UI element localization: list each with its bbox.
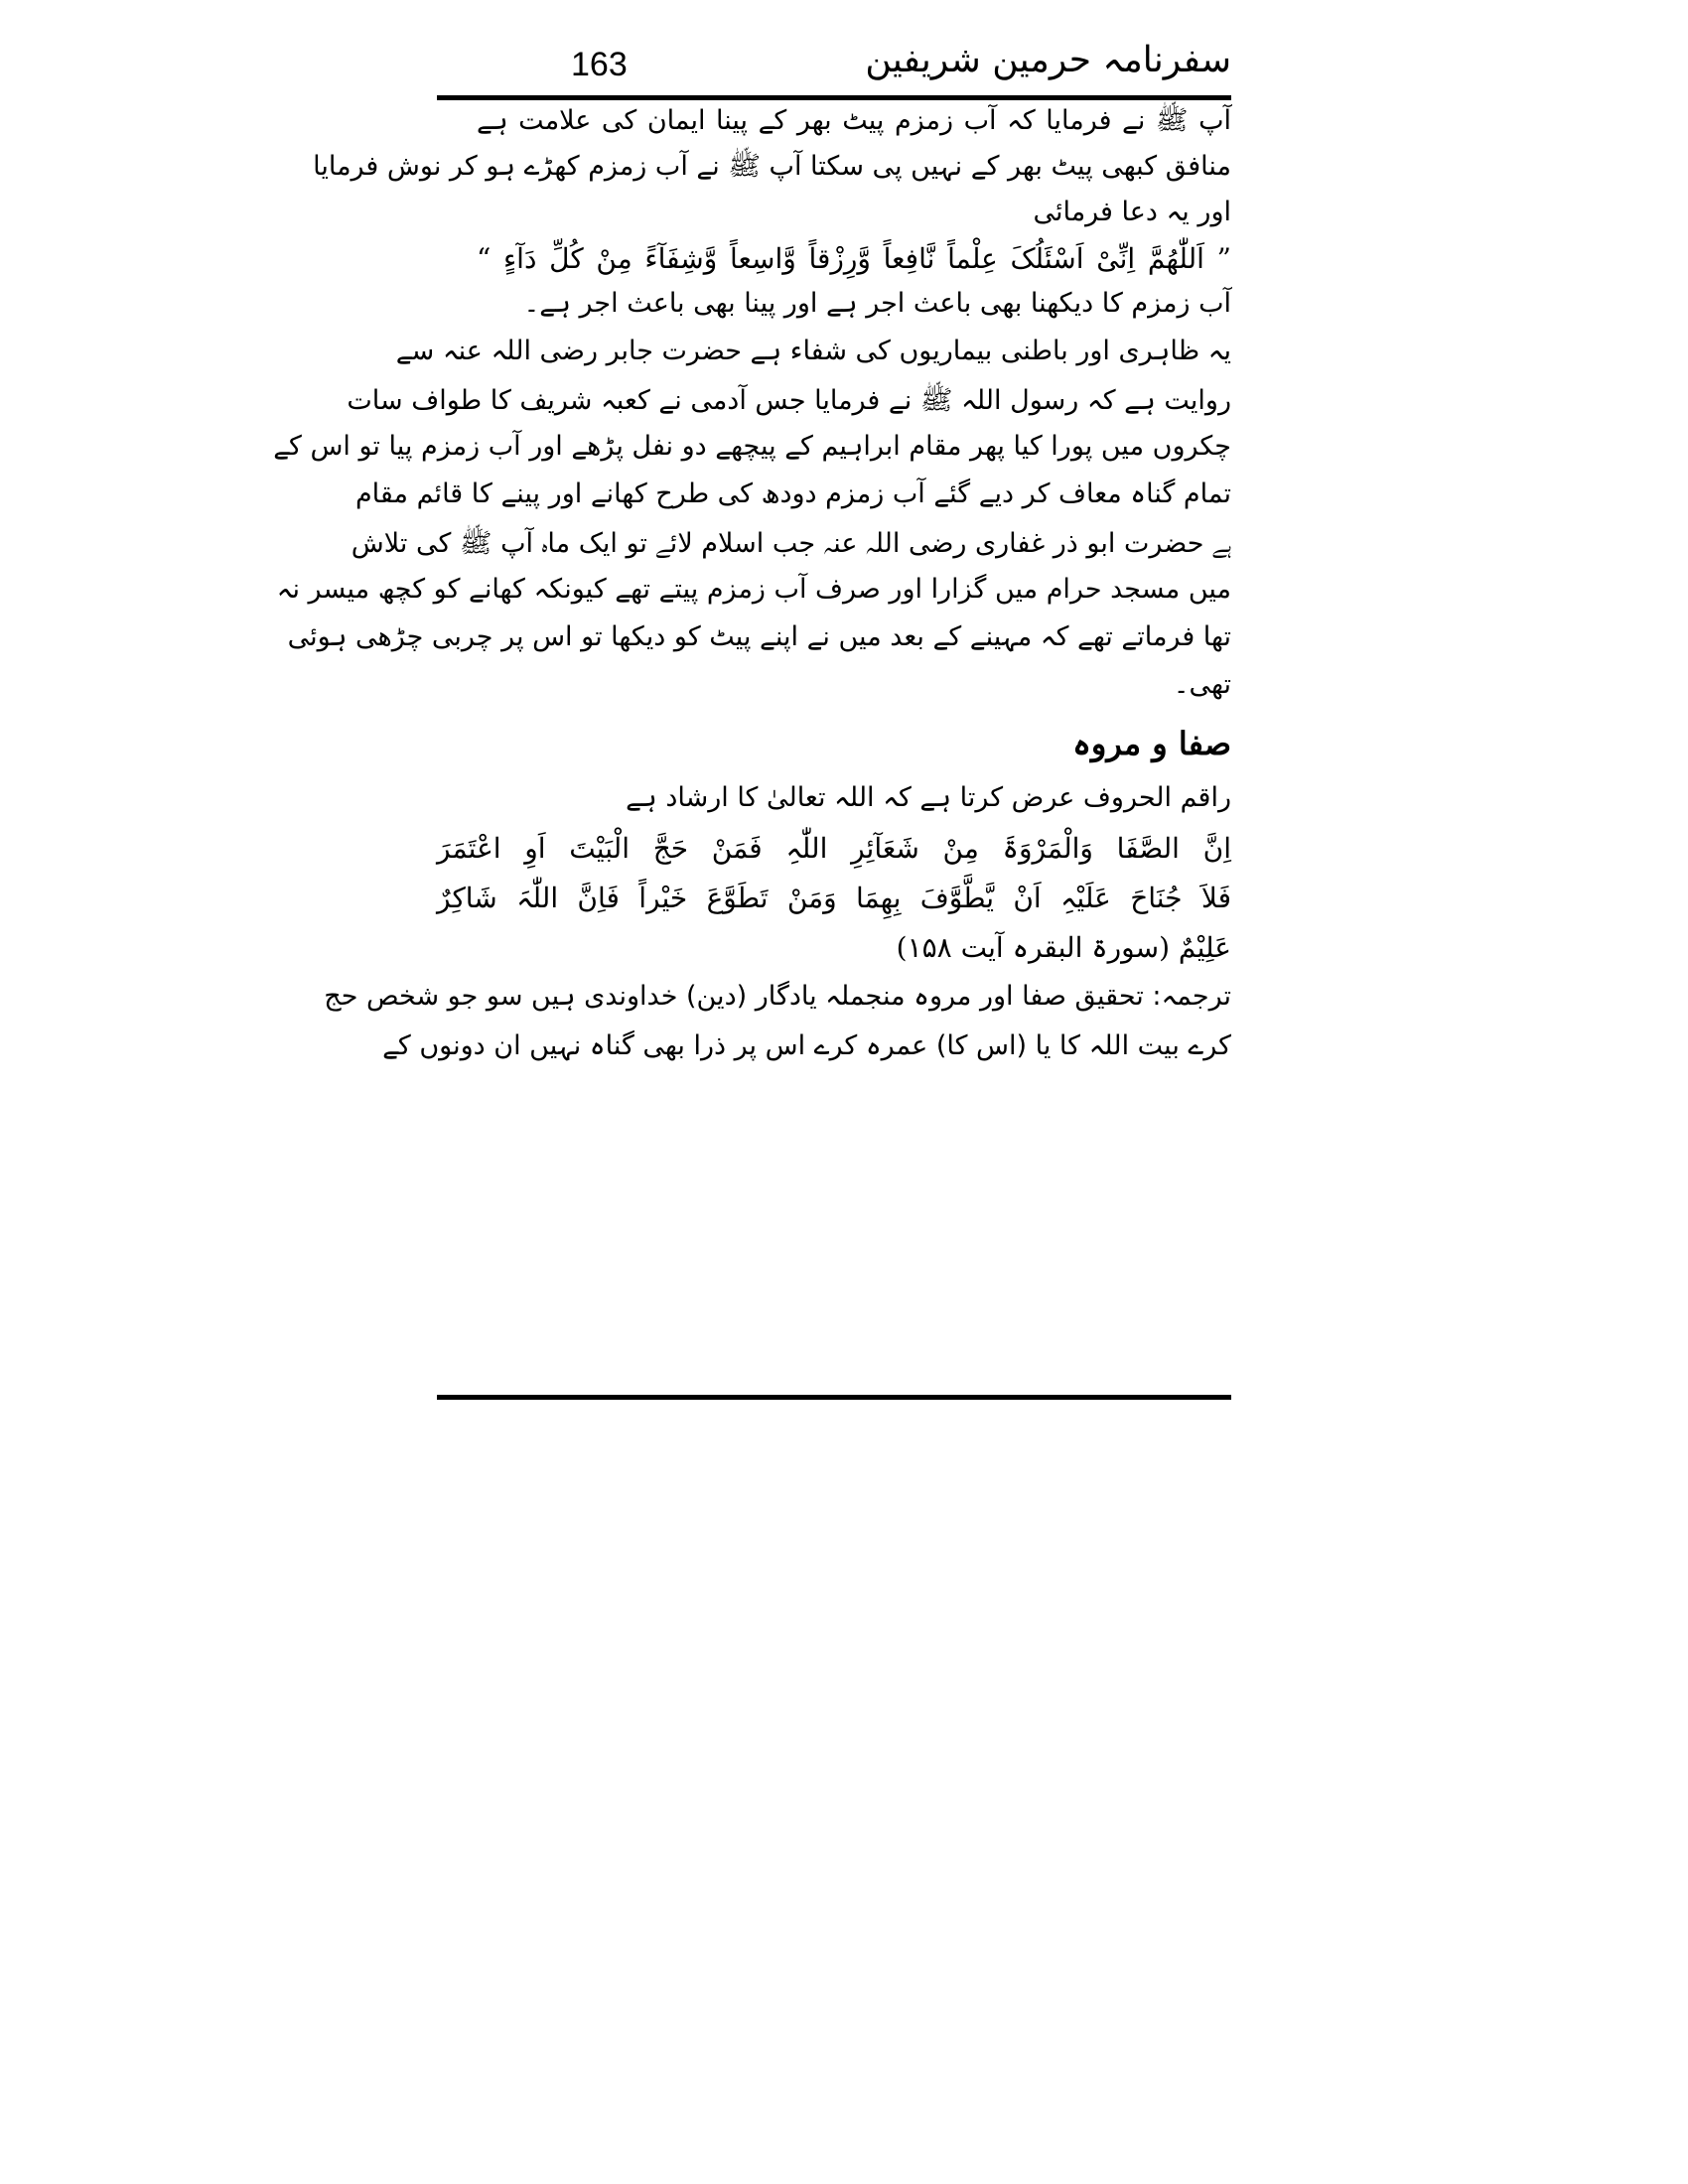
header-rule xyxy=(437,95,1231,100)
quran-verse-line: فَلاَ جُنَاحَ عَلَیْہِ اَنْ یَّطَّوَّفَ بِھِمَا وَمَنْ تَطَوَّعَ خَیْراً فَاِنَّ اللّٰہَ شَاکِرٌ xyxy=(437,882,1231,914)
book-title: سفرنامہ حرمین شریفین xyxy=(865,40,1231,80)
text-line: آپ ﷺ نے فرمایا کہ آب زمزم پیٹ بھر کے پینا ایمان کی علامت ہے xyxy=(477,105,1231,136)
text-line: تھی۔ xyxy=(1173,669,1231,700)
text-line: ہے حضرت ابو ذر غفاری رضی اللہ عنہ جب اسلام لائے تو ایک ماہ آپ ﷺ کی تلاش xyxy=(351,528,1231,559)
text-line: تمام گناہ معاف کر دیے گئے آب زمزم دودھ کی طرح کھانے اور پینے کا قائم مقام xyxy=(354,478,1231,509)
footer-rule xyxy=(437,1395,1231,1400)
page-header xyxy=(437,40,1231,91)
translation-line: ترجمہ: تحقیق صفا اور مروہ منجملہ یادگار (دین) خداوندی ہیں سو جو شخص حج xyxy=(324,981,1231,1012)
text-line: میں مسجد حرام میں گزارا اور صرف آب زمزم پیتے تھے کیونکہ کھانے کو کچھ میسر نہ xyxy=(276,574,1231,605)
text-line: اور یہ دعا فرمائی xyxy=(1033,197,1231,227)
text-line: راقم الحروف عرض کرتا ہے کہ اللہ تعالیٰ کا ارشاد ہے xyxy=(626,782,1231,813)
quran-verse-line: اِنَّ الصَّفَا وَالْمَرْوَۃَ مِنْ شَعَآئِرِ اللّٰہِ فَمَنْ حَجَّ الْبَیْتَ اَوِ اعْتَمَرَ xyxy=(437,832,1231,865)
quran-verse-reference: عَلِیْمٌ (سورۃ البقرہ آیت ۱۵۸) xyxy=(896,931,1231,964)
text-line: تھا فرماتے تھے کہ مہینے کے بعد میں نے اپنے پیٹ کو دیکھا تو اس پر چربی چڑھی ہوئی xyxy=(287,621,1231,652)
text-line: یہ ظاہری اور باطنی بیماریوں کی شفاء ہے حضرت جابر رضی اللہ عنہ سے xyxy=(395,336,1231,366)
dua-line: ” اَللّٰھُمَّ اِنِّیْ اَسْئَلُکَ عِلْماً نَّافِعاً وَّرِزْقاً وَّاسِعاً وَّشِفَآءً مِنْ کُلِّ دَآءٍ “ xyxy=(477,242,1231,275)
section-heading: صفا و مروہ xyxy=(1072,725,1231,762)
text-line: چکروں میں پورا کیا پھر مقام ابراہیم کے پیچھے دو نفل پڑھے اور آب زمزم پیا تو اس کے xyxy=(273,431,1231,462)
text-line: روایت ہے کہ رسول اللہ ﷺ نے فرمایا جس آدمی نے کعبہ شریف کا طواف سات xyxy=(347,385,1231,416)
text-line: آب زمزم کا دیکھنا بھی باعث اجر ہے اور پینا بھی باعث اجر ہے۔ xyxy=(523,288,1231,319)
text-line: منافق کبھی پیٹ بھر کے نہیں پی سکتا آپ ﷺ نے آب زمزم کھڑے ہو کر نوش فرمایا xyxy=(313,151,1231,182)
page-number: 163 xyxy=(571,46,628,83)
translation-line: کرے بیت اللہ کا یا (اس کا) عمرہ کرے اس پر ذرا بھی گناہ نہیں ان دونوں کے xyxy=(382,1030,1231,1061)
